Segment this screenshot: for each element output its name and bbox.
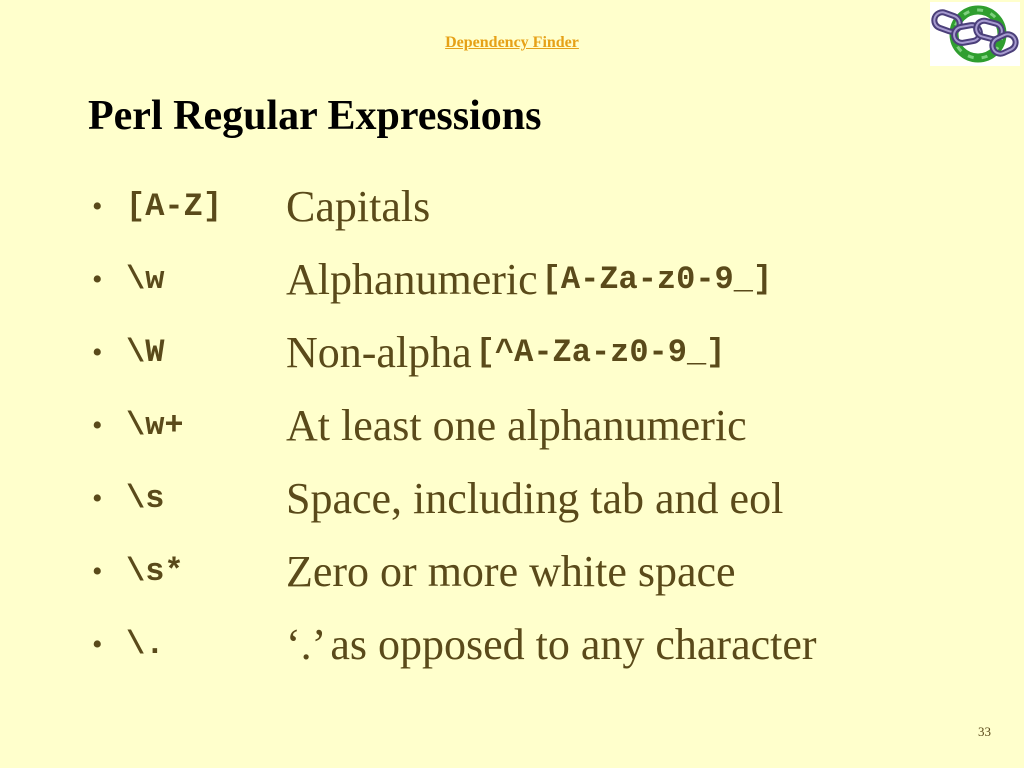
bullet-dot: • [92, 554, 103, 588]
bullet-item [92, 608, 817, 681]
bullet-dot: • [92, 627, 103, 661]
bullet-list [92, 170, 817, 681]
bullet-item [92, 535, 817, 608]
regex-description: At least one alphanumeric [286, 401, 747, 450]
bullet-dot: • [92, 189, 103, 223]
chain-link-logo-icon [930, 2, 1020, 66]
regex-description: as opposed to any character [330, 620, 817, 669]
regex-description: Alphanumeric [286, 255, 538, 304]
regex-equivalent: [^A-Za-z0-9_] [475, 334, 726, 371]
bullet-item [92, 462, 817, 535]
bullet-item [92, 243, 817, 316]
regex-code: [A-Z] [126, 188, 223, 225]
regex-code: \. [126, 626, 165, 663]
bullet-item [92, 170, 817, 243]
quoted-dot: ‘.’ [286, 620, 327, 669]
bullet-dot: • [92, 335, 103, 369]
regex-code: \w+ [126, 407, 184, 444]
dependency-finder-link[interactable]: Dependency Finder [445, 34, 579, 51]
regex-description: Zero or more white space [286, 547, 736, 596]
bullet-dot: • [92, 481, 103, 515]
regex-code: \s* [126, 553, 184, 590]
slide-title: Perl Regular Expressions [88, 93, 542, 139]
regex-description: Non-alpha [286, 328, 472, 377]
page-number: 33 [978, 724, 991, 739]
bullet-dot: • [92, 408, 103, 442]
regex-code: \W [126, 334, 165, 371]
regex-code: \w [126, 261, 165, 298]
bullet-dot: • [92, 262, 103, 296]
regex-description: Space, including tab and eol [286, 474, 784, 523]
bullet-item [92, 316, 817, 389]
bullet-item [92, 389, 817, 462]
regex-code: \s [126, 480, 165, 517]
regex-equivalent: [A-Za-z0-9_] [541, 261, 773, 298]
regex-description: Capitals [286, 182, 431, 231]
